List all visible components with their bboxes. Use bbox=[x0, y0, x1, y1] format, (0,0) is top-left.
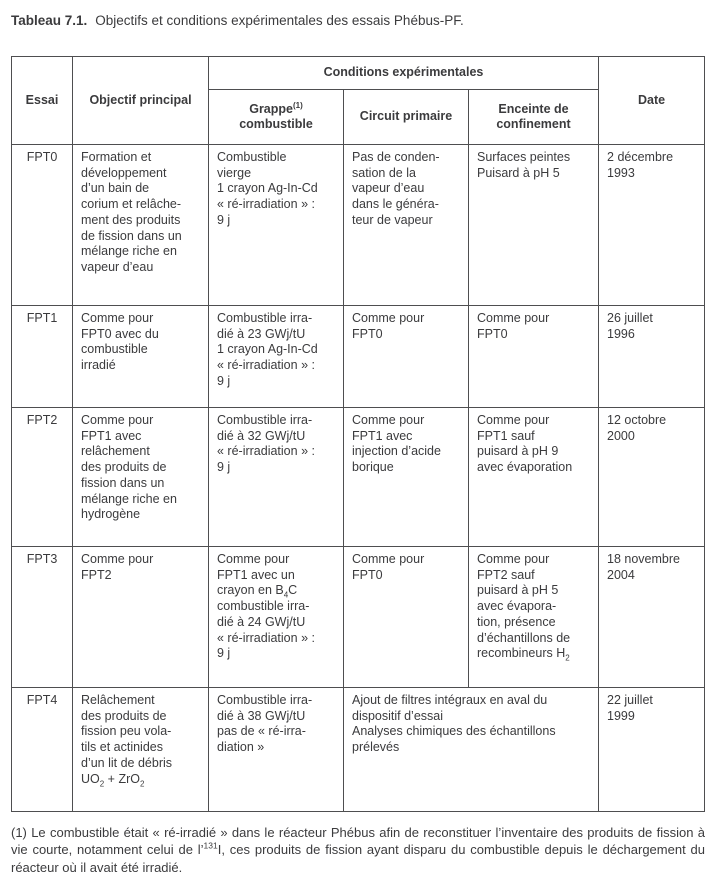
cell-objectif-principal: Comme pour FPT2 bbox=[73, 546, 209, 687]
cell-essai: FPT4 bbox=[12, 687, 73, 811]
table-row bbox=[12, 546, 705, 687]
header-objectif: Objectif principal bbox=[73, 56, 209, 144]
cell-enceinte-confinement: Surfaces peintes Puisard à pH 5 bbox=[469, 144, 599, 305]
cell-objectif-principal: Comme pour FPT1 avec relâchement des produits de fission dans un mélange riche en hydrogène bbox=[73, 407, 209, 546]
cell-essai: FPT0 bbox=[12, 144, 73, 305]
cell-objectif-principal: Relâchement des produits de fission peu vola- tils et actinides d’un lit de débris $UO_2 + ZrO_2$ bbox=[73, 687, 209, 811]
table-row bbox=[12, 305, 705, 407]
table-row bbox=[12, 687, 705, 811]
cell-essai: FPT1 bbox=[12, 305, 73, 407]
cell-essai: FPT2 bbox=[12, 407, 73, 546]
table-row bbox=[12, 407, 705, 546]
table-body bbox=[12, 144, 705, 811]
table-caption-number: Tableau 7.1. bbox=[11, 13, 88, 28]
cell-circuit-et-enceinte: Ajout de filtres intégraux en aval du dispositif d’essai Analyses chimiques des échantillons prélevés bbox=[344, 687, 599, 811]
cell-essai: FPT3 bbox=[12, 546, 73, 687]
header-grappe-combustible: Grappe$^{(1)}$ combustible bbox=[209, 89, 344, 144]
cell-circuit-primaire: Comme pour FPT0 bbox=[344, 305, 469, 407]
header-date: Date bbox=[599, 56, 705, 144]
cell-circuit-primaire: Comme pour FPT0 bbox=[344, 546, 469, 687]
cell-enceinte-confinement: Comme pour FPT0 bbox=[469, 305, 599, 407]
cell-grappe-combustible: Combustible irra- dié à 23 GWj/tU 1 crayon Ag-In-Cd « ré-irradiation » : 9 j bbox=[209, 305, 344, 407]
header-circuit-primaire: Circuit primaire bbox=[344, 89, 469, 144]
cell-date: 22 juillet 1999 bbox=[599, 687, 705, 811]
cell-date: 18 novembre 2004 bbox=[599, 546, 705, 687]
header-essai: Essai bbox=[12, 56, 73, 144]
table-row bbox=[12, 144, 705, 305]
cell-circuit-primaire: Pas de conden- sation de la vapeur d’eau dans le généra- teur de vapeur bbox=[344, 144, 469, 305]
header-conditions: Conditions expérimentales bbox=[209, 56, 599, 89]
cell-objectif-principal: Comme pour FPT0 avec du combustible irradié bbox=[73, 305, 209, 407]
cell-circuit-primaire: Comme pour FPT1 avec injection d’acide borique bbox=[344, 407, 469, 546]
footnote: (1) Le combustible était « ré-irradié » dans le réacteur Phébus afin de reconstituer l’inventaire des produits de fission à vie courte, notamment celui de l’$^{131}$I, ces produits de fission ayant disparu du combustible depuis le déchargement du réacteur où il avait été irradié. bbox=[11, 824, 705, 875]
experiments-table bbox=[11, 56, 705, 812]
header-enceinte-confinement: Enceinte de confinement bbox=[469, 89, 599, 144]
table-header bbox=[12, 56, 705, 144]
cell-grappe-combustible: Combustible vierge 1 crayon Ag-In-Cd « ré-irradiation » : 9 j bbox=[209, 144, 344, 305]
cell-grappe-combustible: Comme pour FPT1 avec un crayon en $B_4C$ combustible irra- dié à 24 GWj/tU « ré-irradiation » : 9 j bbox=[209, 546, 344, 687]
cell-enceinte-confinement: Comme pour FPT2 sauf puisard à pH 5 avec évapora- tion, présence d’échantillons de recombineurs $H_2$ bbox=[469, 546, 599, 687]
cell-date: 26 juillet 1996 bbox=[599, 305, 705, 407]
cell-date: 12 octobre 2000 bbox=[599, 407, 705, 546]
cell-date: 2 décembre 1993 bbox=[599, 144, 705, 305]
header-row-top bbox=[12, 56, 705, 89]
table-caption-text: Objectifs et conditions expérimentales des essais Phébus-PF. bbox=[95, 13, 464, 28]
cell-enceinte-confinement: Comme pour FPT1 sauf puisard à pH 9 avec évaporation bbox=[469, 407, 599, 546]
cell-grappe-combustible: Combustible irra- dié à 38 GWj/tU pas de « ré-irra- diation » bbox=[209, 687, 344, 811]
cell-objectif-principal: Formation et développement d’un bain de corium et relâche- ment des produits de fission dans un mélange riche en vapeur d’eau bbox=[73, 144, 209, 305]
table-caption bbox=[11, 13, 705, 30]
cell-grappe-combustible: Combustible irra- dié à 32 GWj/tU « ré-irradiation » : 9 j bbox=[209, 407, 344, 546]
